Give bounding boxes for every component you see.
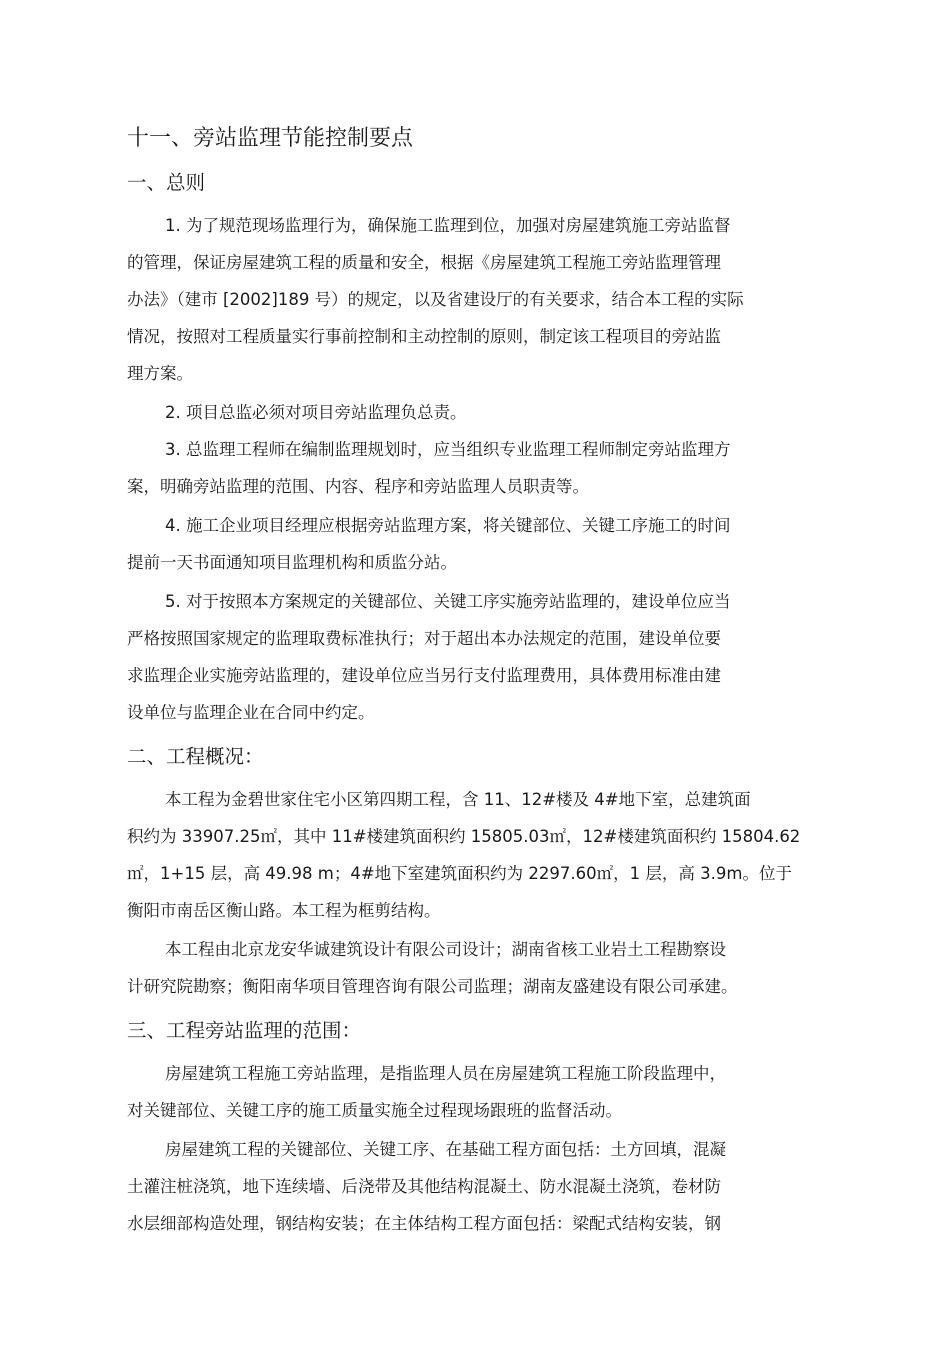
- paragraph-line: 积约为 33907.25㎡，其中 11#楼建筑面积约 15805.03㎡，12#楼建筑面积约 15804.62: [127, 827, 801, 846]
- section-heading-general: 一、总则: [127, 171, 206, 194]
- section-heading-overview: 二、工程概况：: [127, 745, 264, 768]
- paragraph-line: 2. 项目总监必须对项目旁站监理负总责。: [165, 403, 467, 422]
- paragraph-line: 办法》（建市 [2002]189 号）的规定，以及省建设厅的有关要求，结合本工程的实际: [127, 290, 744, 309]
- section-heading-scope: 三、工程旁站监理的范围：: [127, 1019, 362, 1042]
- paragraph-line: 房屋建筑工程施工旁站监理，是指监理人员在房屋建筑工程施工阶段监理中，: [165, 1064, 726, 1083]
- paragraph-line: 案，明确旁站监理的范围、内容、程序和旁站监理人员职责等。: [127, 477, 589, 496]
- document-title: 十一、旁站监理节能控制要点: [127, 126, 414, 151]
- paragraph-line: 衡阳市南岳区衡山路。本工程为框剪结构。: [127, 901, 441, 920]
- paragraph-line: 严格按照国家规定的监理取费标准执行；对于超出本办法规定的范围，建设单位要: [127, 629, 721, 648]
- paragraph-line: 4. 施工企业项目经理应根据旁站监理方案，将关键部位、关键工序施工的时间: [165, 516, 731, 535]
- paragraph-line: 土灌注桩浇筑，地下连续墙、后浇带及其他结构混凝土、防水混凝土浇筑，卷材防: [127, 1177, 721, 1196]
- paragraph-line: ㎡，1+15 层，高 49.98 m；4#地下室建筑面积约为 2297.60㎡，1 层，高 3.9m。位于: [127, 864, 792, 883]
- paragraph-line: 求监理企业实施旁站监理的，建设单位应当另行支付监理费用，具体费用标准由建: [127, 666, 721, 685]
- paragraph-line: 理方案。: [127, 364, 193, 383]
- paragraph-line: 1. 为了规范现场监理行为，确保施工监理到位，加强对房屋建筑施工旁站监督: [165, 216, 731, 235]
- paragraph-line: 房屋建筑工程的关键部位、关键工序、在基础工程方面包括：土方回填，混凝: [165, 1140, 726, 1159]
- paragraph-line: 设单位与监理企业在合同中约定。: [127, 703, 375, 722]
- paragraph-line: 5. 对于按照本方案规定的关键部位、关键工序实施旁站监理的，建设单位应当: [165, 592, 731, 611]
- paragraph-line: 本工程由北京龙安华诚建筑设计有限公司设计；湖南省核工业岩土工程勘察设: [165, 940, 726, 959]
- paragraph-line: 本工程为金碧世家住宅小区第四期工程，含 11、12#楼及 4#地下室，总建筑面: [165, 790, 751, 809]
- paragraph-line: 提前一天书面通知项目监理机构和质监分站。: [127, 553, 457, 572]
- paragraph-line: 水层细部构造处理，钢结构安装；在主体结构工程方面包括：梁配式结构安装，钢: [127, 1214, 721, 1233]
- paragraph-line: 3. 总监理工程师在编制监理规划时，应当组织专业监理工程师制定旁站监理方: [165, 440, 731, 459]
- paragraph-line: 的管理，保证房屋建筑工程的质量和安全，根据《房屋建筑工程施工旁站监理管理: [127, 253, 721, 272]
- paragraph-line: 计研究院勘察；衡阳南华项目管理咨询有限公司监理；湖南友盛建设有限公司承建。: [127, 977, 738, 996]
- paragraph-line: 情况，按照对工程质量实行事前控制和主动控制的原则，制定该工程项目的旁站监: [127, 327, 721, 346]
- paragraph-line: 对关键部位、关键工序的施工质量实施全过程现场跟班的监督活动。: [127, 1101, 622, 1120]
